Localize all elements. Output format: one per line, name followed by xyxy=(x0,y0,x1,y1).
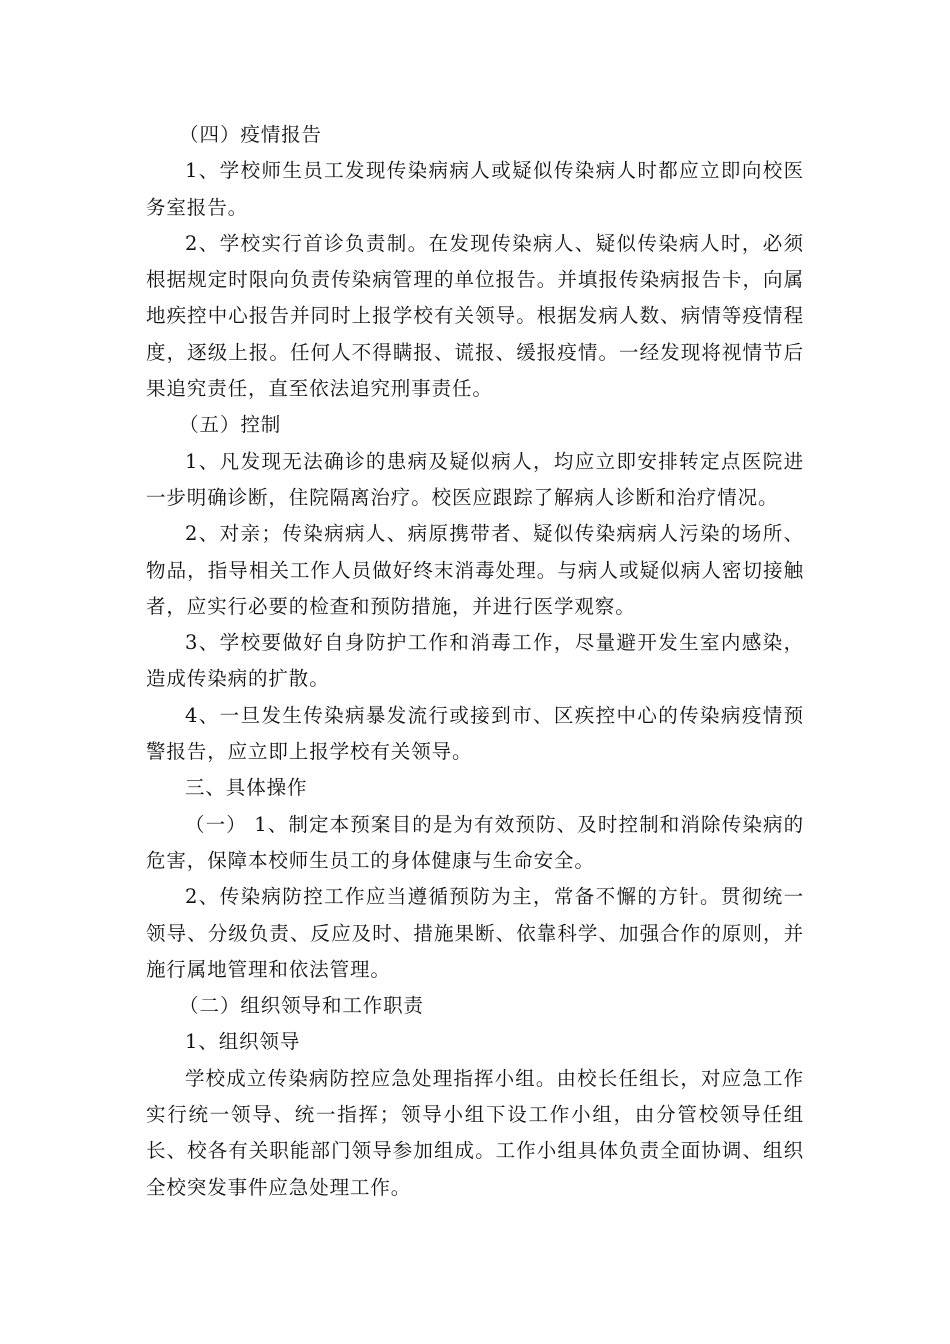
section-heading: 三、具体操作 xyxy=(185,776,308,800)
section-heading: （二）组织领导和工作职责 xyxy=(179,994,424,1018)
section-heading: （五）控制 xyxy=(179,413,282,437)
paragraph: 2、学校实行首诊负责制。在发现传染病人、疑似传染病人时，必须根据规定时限向负责传染病管理的单位报告。并填报传染病报告卡，向属地疾控中心报告并同时上报学校有关领导。根据发病人数、病情等疫情程度，逐级上报。任何人不得瞒报、谎报、缓报疫情。一经发现将视情节后果追究责任，直至依法追究刑事责任。 xyxy=(146,231,804,401)
subsection-heading: 1、组织领导 xyxy=(185,1030,301,1054)
paragraph: 1、凡发现无法确诊的患病及疑似病人，均应立即安排转定点医院进一步明确诊断，住院隔离治疗。校医应跟踪了解病人诊断和治疗情况。 xyxy=(146,449,804,509)
paragraph: 学校成立传染病防控应急处理指挥小组。由校长任组长，对应急工作实行统一领导、统一指挥；领导小组下设工作小组，由分管校领导任组长、校各有关职能部门领导参加组成。工作小组具体负责全面协调、组织全校突发事件应急处理工作。 xyxy=(146,1066,804,1199)
paragraph: 1、学校师生员工发现传染病病人或疑似传染病人时都应立即向校医务室报告。 xyxy=(146,159,804,219)
document-body xyxy=(146,117,804,1206)
paragraph: 2、对亲；传染病病人、病原携带者、疑似传染病病人污染的场所、物品，指导相关工作人员做好终末消毒处理。与病人或疑似病人密切接触者，应实行必要的检查和预防措施，并进行医学观察。 xyxy=(146,522,804,618)
paragraph: 4、一旦发生传染病暴发流行或接到市、区疾控中心的传染病疫情预警报告，应立即上报学校有关领导。 xyxy=(146,703,804,764)
paragraph: （一） 1、制定本预案目的是为有效预防、及时控制和消除传染病的危害，保障本校师生员工的身体健康与生命安全。 xyxy=(146,812,804,872)
section-heading: （四）疫情报告 xyxy=(179,123,322,146)
paragraph: 3、学校要做好自身防护工作和消毒工作，尽量避开发生室内感染，造成传染病的扩散。 xyxy=(146,631,804,691)
paragraph: 2、传染病防控工作应当遵循预防为主，常备不懈的方针。贯彻统一领导、分级负责、反应及时、措施果断、依靠科学、加强合作的原则，并施行属地管理和依法管理。 xyxy=(146,885,804,981)
